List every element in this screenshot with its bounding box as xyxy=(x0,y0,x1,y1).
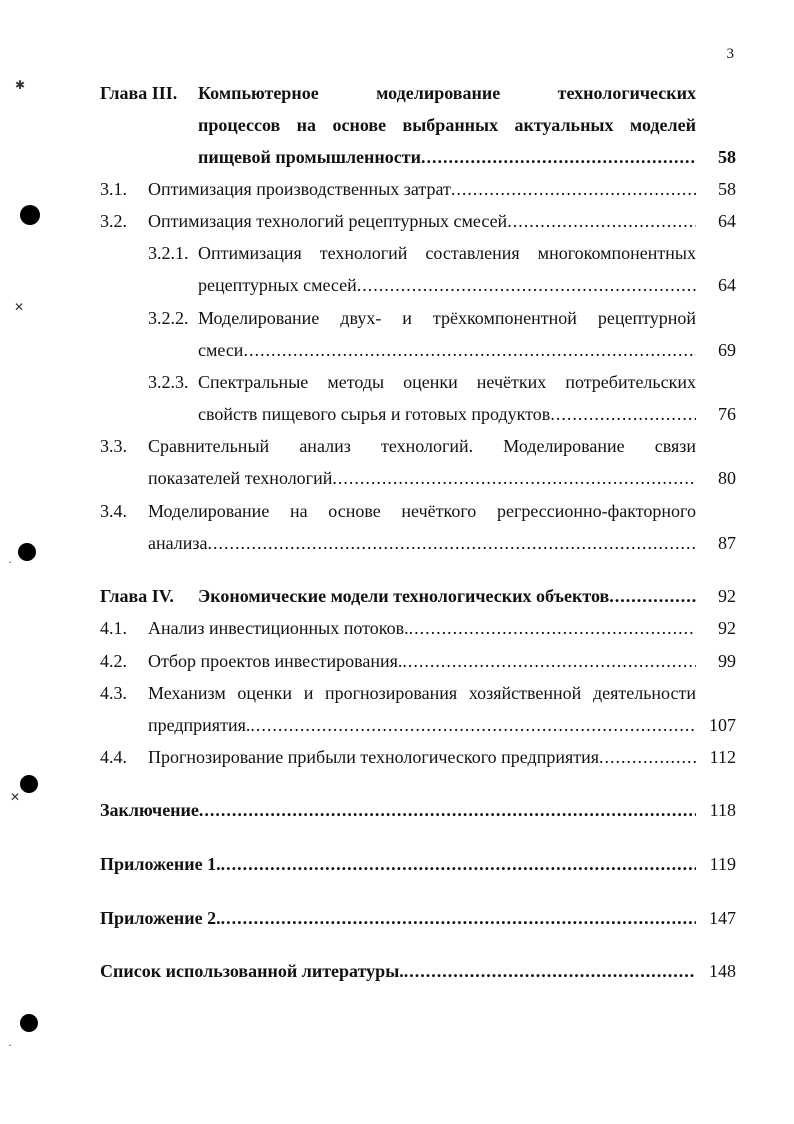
section-title-line2: предприятия. xyxy=(148,715,251,735)
chapter-label: Глава IV. xyxy=(100,586,174,606)
section-title-line2: показателей технологий xyxy=(148,468,333,488)
section-number: 4.3. xyxy=(100,683,127,703)
toc-page: 148 xyxy=(709,961,736,981)
section-title-line1: Сравнительный анализ технологий. Моделирование связи xyxy=(148,436,696,456)
toc-chapter-3[interactable] xyxy=(100,72,736,168)
appendix-1-title: Приложение 1. xyxy=(100,854,221,874)
section-title: Отбор проектов инвестирования. xyxy=(148,651,403,671)
toc-section-4-4[interactable] xyxy=(100,736,736,768)
section-title: Анализ инвестиционных потоков. xyxy=(148,618,409,638)
section-number: 3.3. xyxy=(100,436,127,456)
toc-page: 147 xyxy=(709,908,736,928)
section-title: Оптимизация технологий рецептурных смесей xyxy=(148,211,508,231)
section-title-line2: анализа xyxy=(148,533,208,553)
page-number: 3 xyxy=(726,46,734,62)
section-title-line1: Оптимизация технологий составления многокомпонентных xyxy=(198,243,696,263)
chapter-title: Экономические модели технологических объектов xyxy=(198,586,610,606)
toc-section-3-4[interactable] xyxy=(100,490,736,554)
chapter-title-line1: Компьютерное моделирование технологических xyxy=(198,83,696,103)
toc-page: 76 xyxy=(718,404,736,424)
toc-section-3-2-2[interactable] xyxy=(100,297,736,361)
toc-references[interactable] xyxy=(100,950,736,982)
section-number: 3.1. xyxy=(100,179,127,199)
chapter-title-line2: процессов на основе выбранных актуальных моделей xyxy=(198,115,696,135)
section-title: Оптимизация производственных затрат xyxy=(148,179,451,199)
toc-section-3-1[interactable] xyxy=(100,168,736,200)
section-title-line1: Моделирование двух- и трёхкомпонентной рецептурной xyxy=(198,308,696,328)
section-title-line1: Моделирование на основе нечёткого регрессионно-факторного xyxy=(148,501,696,521)
section-number: 3.2.3. xyxy=(148,372,189,392)
section-number: 3.2.2. xyxy=(148,308,189,328)
section-number: 3.2. xyxy=(100,211,127,231)
toc-page: 99 xyxy=(718,651,736,671)
toc-chapter-4[interactable] xyxy=(100,575,736,607)
punch-hole-mark xyxy=(20,1014,38,1032)
toc-page: 118 xyxy=(709,800,736,820)
section-number: 3.2.1. xyxy=(148,243,189,263)
scan-speck: · xyxy=(8,1038,12,1052)
toc-page: 58 xyxy=(718,147,736,167)
section-title-line2: рецептурных смесей xyxy=(198,275,357,295)
toc-section-4-1[interactable] xyxy=(100,607,736,639)
section-title-line1: Механизм оценки и прогнозирования хозяйственной деятельности xyxy=(148,683,696,703)
conclusion-title: Заключение xyxy=(100,800,199,820)
toc-page: 92 xyxy=(718,586,736,606)
toc-page: 92 xyxy=(718,618,736,638)
toc-conclusion[interactable] xyxy=(100,789,736,821)
toc-appendix-1[interactable] xyxy=(100,843,736,875)
section-number: 4.2. xyxy=(100,651,127,671)
toc-page: 119 xyxy=(709,854,736,874)
toc-section-4-2[interactable] xyxy=(100,640,736,672)
chapter-label: Глава III. xyxy=(100,83,178,103)
scan-speck: · xyxy=(8,555,12,569)
scan-speck: ✕ xyxy=(14,300,25,314)
toc-page: 64 xyxy=(718,211,736,231)
appendix-2-title: Приложение 2. xyxy=(100,908,221,928)
punch-hole-mark xyxy=(18,543,36,561)
toc-page: 107 xyxy=(709,715,736,735)
toc-page: 64 xyxy=(718,275,736,295)
section-number: 4.1. xyxy=(100,618,127,638)
toc-section-4-3[interactable] xyxy=(100,672,736,736)
toc-section-3-2[interactable] xyxy=(100,200,736,232)
toc-page: 58 xyxy=(718,179,736,199)
toc-appendix-2[interactable] xyxy=(100,897,736,929)
toc-section-3-2-1[interactable] xyxy=(100,232,736,296)
toc-section-3-3[interactable] xyxy=(100,425,736,489)
scan-speck: ✕ xyxy=(10,790,21,804)
punch-hole-mark xyxy=(20,775,38,793)
section-title-line2: свойств пищевого сырья и готовых продуктов xyxy=(198,404,551,424)
toc-page: 112 xyxy=(709,747,736,767)
section-title: Прогнозирование прибыли технологического предприятия xyxy=(148,747,600,767)
punch-hole-mark xyxy=(20,205,40,225)
section-title-line2: смеси xyxy=(198,340,244,360)
toc-section-3-2-3[interactable] xyxy=(100,361,736,425)
toc-page: 69 xyxy=(718,340,736,360)
scan-speck: ✱ xyxy=(15,78,26,92)
toc-page: 80 xyxy=(718,468,736,488)
toc-page: 87 xyxy=(718,533,736,553)
section-number: 4.4. xyxy=(100,747,127,767)
section-title-line1: Спектральные методы оценки нечётких потребительских xyxy=(198,372,696,392)
chapter-title-line3: пищевой промышленности xyxy=(198,147,421,167)
references-title: Список использованной литературы. xyxy=(100,961,404,981)
section-number: 3.4. xyxy=(100,501,127,521)
